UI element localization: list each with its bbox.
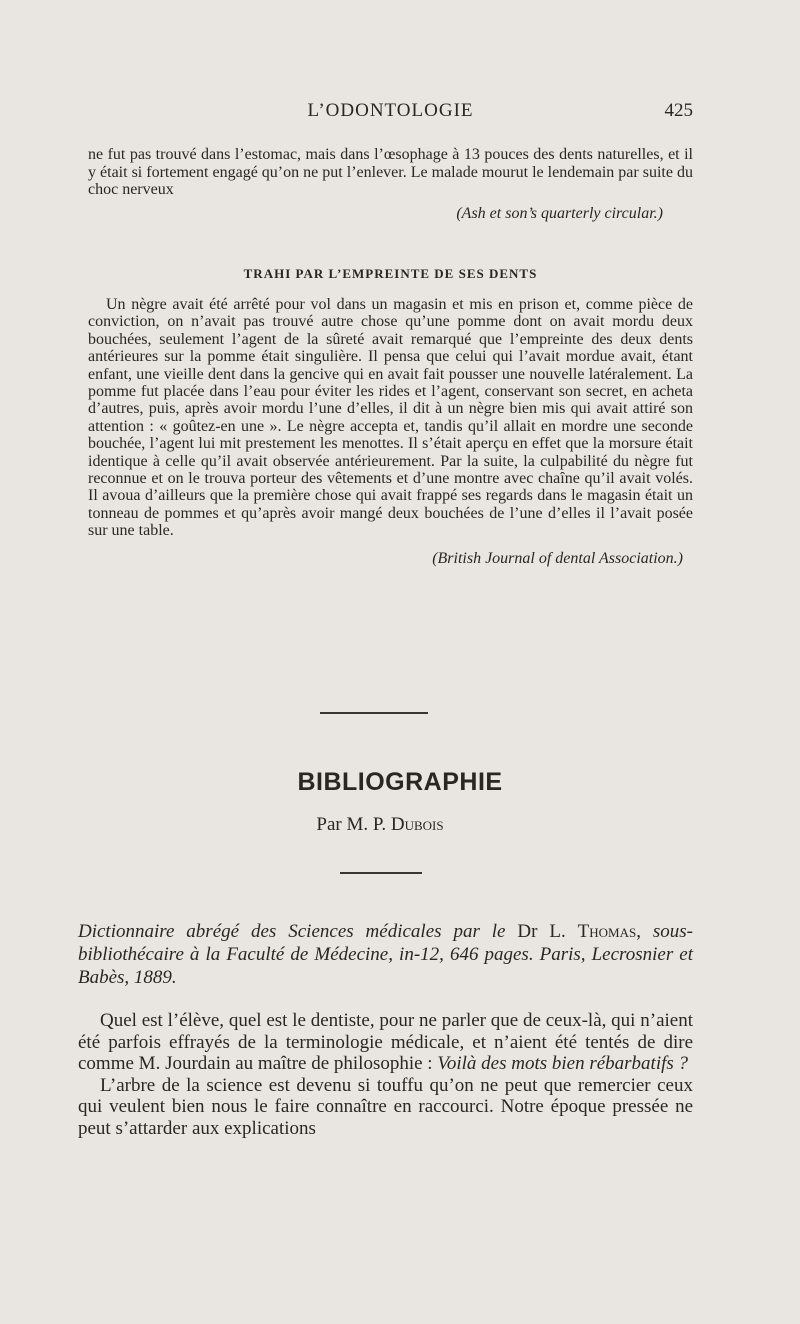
entry-title: Dictionnaire abrégé des Sciences médicales par le xyxy=(78,921,506,942)
bibliography-entry xyxy=(78,920,693,989)
entry-author: Thomas, xyxy=(577,921,641,942)
section-article xyxy=(88,266,693,282)
running-header xyxy=(88,100,693,128)
citation-british-journal: (British Journal of dental Association.) xyxy=(432,549,683,567)
journal-title: L’ODONTOLOGIE xyxy=(307,100,474,121)
article-paragraph-text: Un nègre avait été arrêté pour vol dans un magasin et mis en prison et, comme pièce de conviction, on n’avait pas trouvé autre chose qu’une pomme dont on avait mordu deux bouchées, seulement l’agent de la sûreté avait remarqué que l’empreinte des deux dents antérieures sur la pomme était singulière. Il pensa que celui qui l’avait mordue avait, étant enfant, une vieille dent dans la gencive qui en avait fait pousser une nouvelle latéralement. La pomme fut placée dans l’eau pour éviter les rides et l’agent, conservant son secret, en acheta d’autres, puis, après avoir mordu l’une d’elles, il dit à un nègre bien mis qui avait attiré son attention : « goûtez-en une ». Le nègre accepta et, tandis qu’il allait en mordre une seconde bouchée, l’agent lui mit prestement les menottes. Il s’était aperçu en effet que la morsure était identique à celle qu’il avait observée antérieurement. Par la suite, la culpabilité du nègre fut reconnue et on le trouva porteur des vêtements et d’une montre avec chaîne qu’il avait volés. Il avoua d’ailleurs que la première chose qui avait frappé ses regards dans le magasin était un tonneau de pommes et qu’après avoir mangé deux bouchées de l’une d’elles il l’avait posée sur une table. xyxy=(88,296,693,540)
divider-rule xyxy=(320,712,428,714)
review-paragraph-2: L’arbre de la science est devenu si touffu qu’on ne peut que remercier ceux qui veulent bien nous le faire connaître en raccourci. Notre époque pressée ne peut s’attarder aux explications xyxy=(78,1074,693,1139)
divider-rule-short xyxy=(340,872,422,874)
bibliography-title: BIBLIOGRAPHIE xyxy=(297,768,503,796)
byline-prefix: Par M. P. xyxy=(316,814,387,835)
continuation-paragraph: ne fut pas trouvé dans l’estomac, mais dans l’œsophage à 13 pouces des dents naturelles, et il y était si fortement engagé qu’on ne put l’enlever. Le malade mourut le lendemain par suite du choc nerveux xyxy=(88,146,693,198)
entry-doctor: Dr L. xyxy=(517,921,566,942)
review-text xyxy=(78,1010,693,1139)
article-heading: TRAHI PAR L’EMPREINTE DE SES DENTS xyxy=(243,266,538,281)
byline-author: Dubois xyxy=(390,814,444,835)
review-quote: Voilà des mots bien rébarbatifs ? xyxy=(437,1053,689,1074)
article-paragraph xyxy=(88,296,693,540)
review-paragraph-1 xyxy=(78,1010,693,1075)
section-continuation xyxy=(88,146,693,223)
bibliography-byline xyxy=(0,814,760,836)
citation-ash: (Ash et son’s quarterly circular.) xyxy=(456,204,663,222)
article-body xyxy=(88,296,693,568)
entry-details: sous-bibliothécaire à la Faculté de Médecine, in-12, 646 pages. Paris, Lecrosnier et Babès, 1889. xyxy=(78,921,694,988)
page-number: 425 xyxy=(664,100,693,121)
review-paragraph-1-text: Quel est l’élève, quel est le dentiste, pour ne parler que de ceux-là, qui n’aient été parfois effrayés de la terminologie médicale, et n’aient été tentés de dire comme M. Jourdain au maître de philosophie : xyxy=(78,1010,693,1074)
